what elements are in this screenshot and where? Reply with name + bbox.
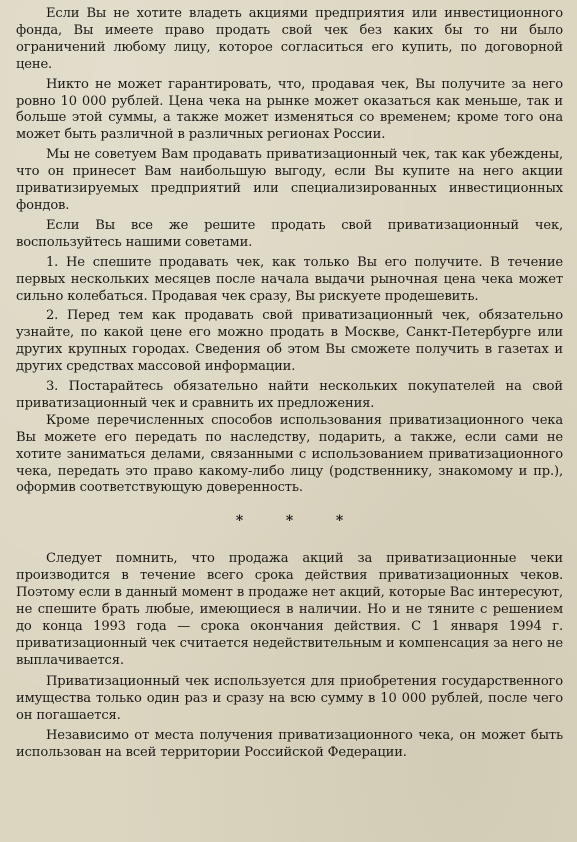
- separator-star: *: [285, 513, 294, 530]
- paragraph-price-guarantee: Никто не может гарантировать, что, продавая чек, Вы получите за него ровно 10 000 рублей. Цена чека на рынке может оказаться как меньше, так и больше этой суммы, а также может изменяться со временем; кроме того она может быть различной в различных регионах России.: [16, 76, 563, 143]
- separator-star: *: [235, 513, 244, 530]
- paragraph-territory: Независимо от места получения приватизационного чека, он может быть использован на всей территории Российской Федерации.: [16, 728, 563, 761]
- paragraph-tip-3: 3. Постарайтесь обязательно найти нескольких покупателей на свой приватизационный чек и сравнить их предложения.: [16, 379, 563, 411]
- section-separator: [16, 513, 563, 529]
- paragraph-advice-not-sell: Мы не советуем Вам продавать приватизационный чек, так как убеждены, что он принесет Вам наибольшую выгоду, если Вы купите на него акции приватизируемых предприятий или специализированных инвестиционных фондов.: [16, 147, 563, 213]
- paragraph-selling-right: Если Вы не хотите владеть акциями предприятия или инвестиционного фонда, Вы имеете право продать свой чек без каких бы то ни было ограничений любому лицу, которое согласиться его купить, по договорной цене.: [16, 6, 563, 72]
- separator-star: *: [335, 513, 344, 530]
- paragraph-other-uses: Кроме перечисленных способов использования приватизационного чека Вы можете его передать по наследству, подарить, а также, если сами не хотите заниматься делами, связанными с использованием приватизационного чека, передать это право какому-либо лицу (родственнику, знакомому и пр.), оформив соответствующую доверенность.: [16, 412, 563, 496]
- paragraph-tip-1: 1. Не спешите продавать чек, как только Вы его получите. В течение первых нескольких месяцев после начала выдачи рыночная цена чека может сильно колебаться. Продавая чек сразу, Вы рискуете продешевить.: [16, 254, 563, 304]
- paragraph-validity-period: Следует помнить, что продажа акций за приватизационные чеки производится в течение всего срока действия приватизационных чеков. Поэтому если в данный момент в продаже нет акций, которые Вас интересуют, не спешите брать любые, имеющиеся в наличии. Но и не тяните с решением до конца 1993 года — срока окончания действия. С 1 января 1994 г. приватизационный чек считается недействительным и компенсация за него не выплачивается.: [16, 551, 563, 668]
- paragraph-single-use: Приватизационный чек используется для приобретения государственного имущества только один раз и сразу на всю сумму в 10 000 рублей, после чего он погашается.: [16, 673, 563, 723]
- paragraph-tip-2: 2. Перед тем как продавать свой приватизационный чек, обязательно узнайте, по какой цене его можно продать в Москве, Санкт-Петербурге или других крупных городах. Сведения об этом Вы сможете получить в газетах и других средствах массовой информации.: [16, 308, 563, 375]
- paragraph-tips-intro: Если Вы все же решите продать свой приватизационный чек, воспользуйтесь нашими советами.: [16, 217, 563, 250]
